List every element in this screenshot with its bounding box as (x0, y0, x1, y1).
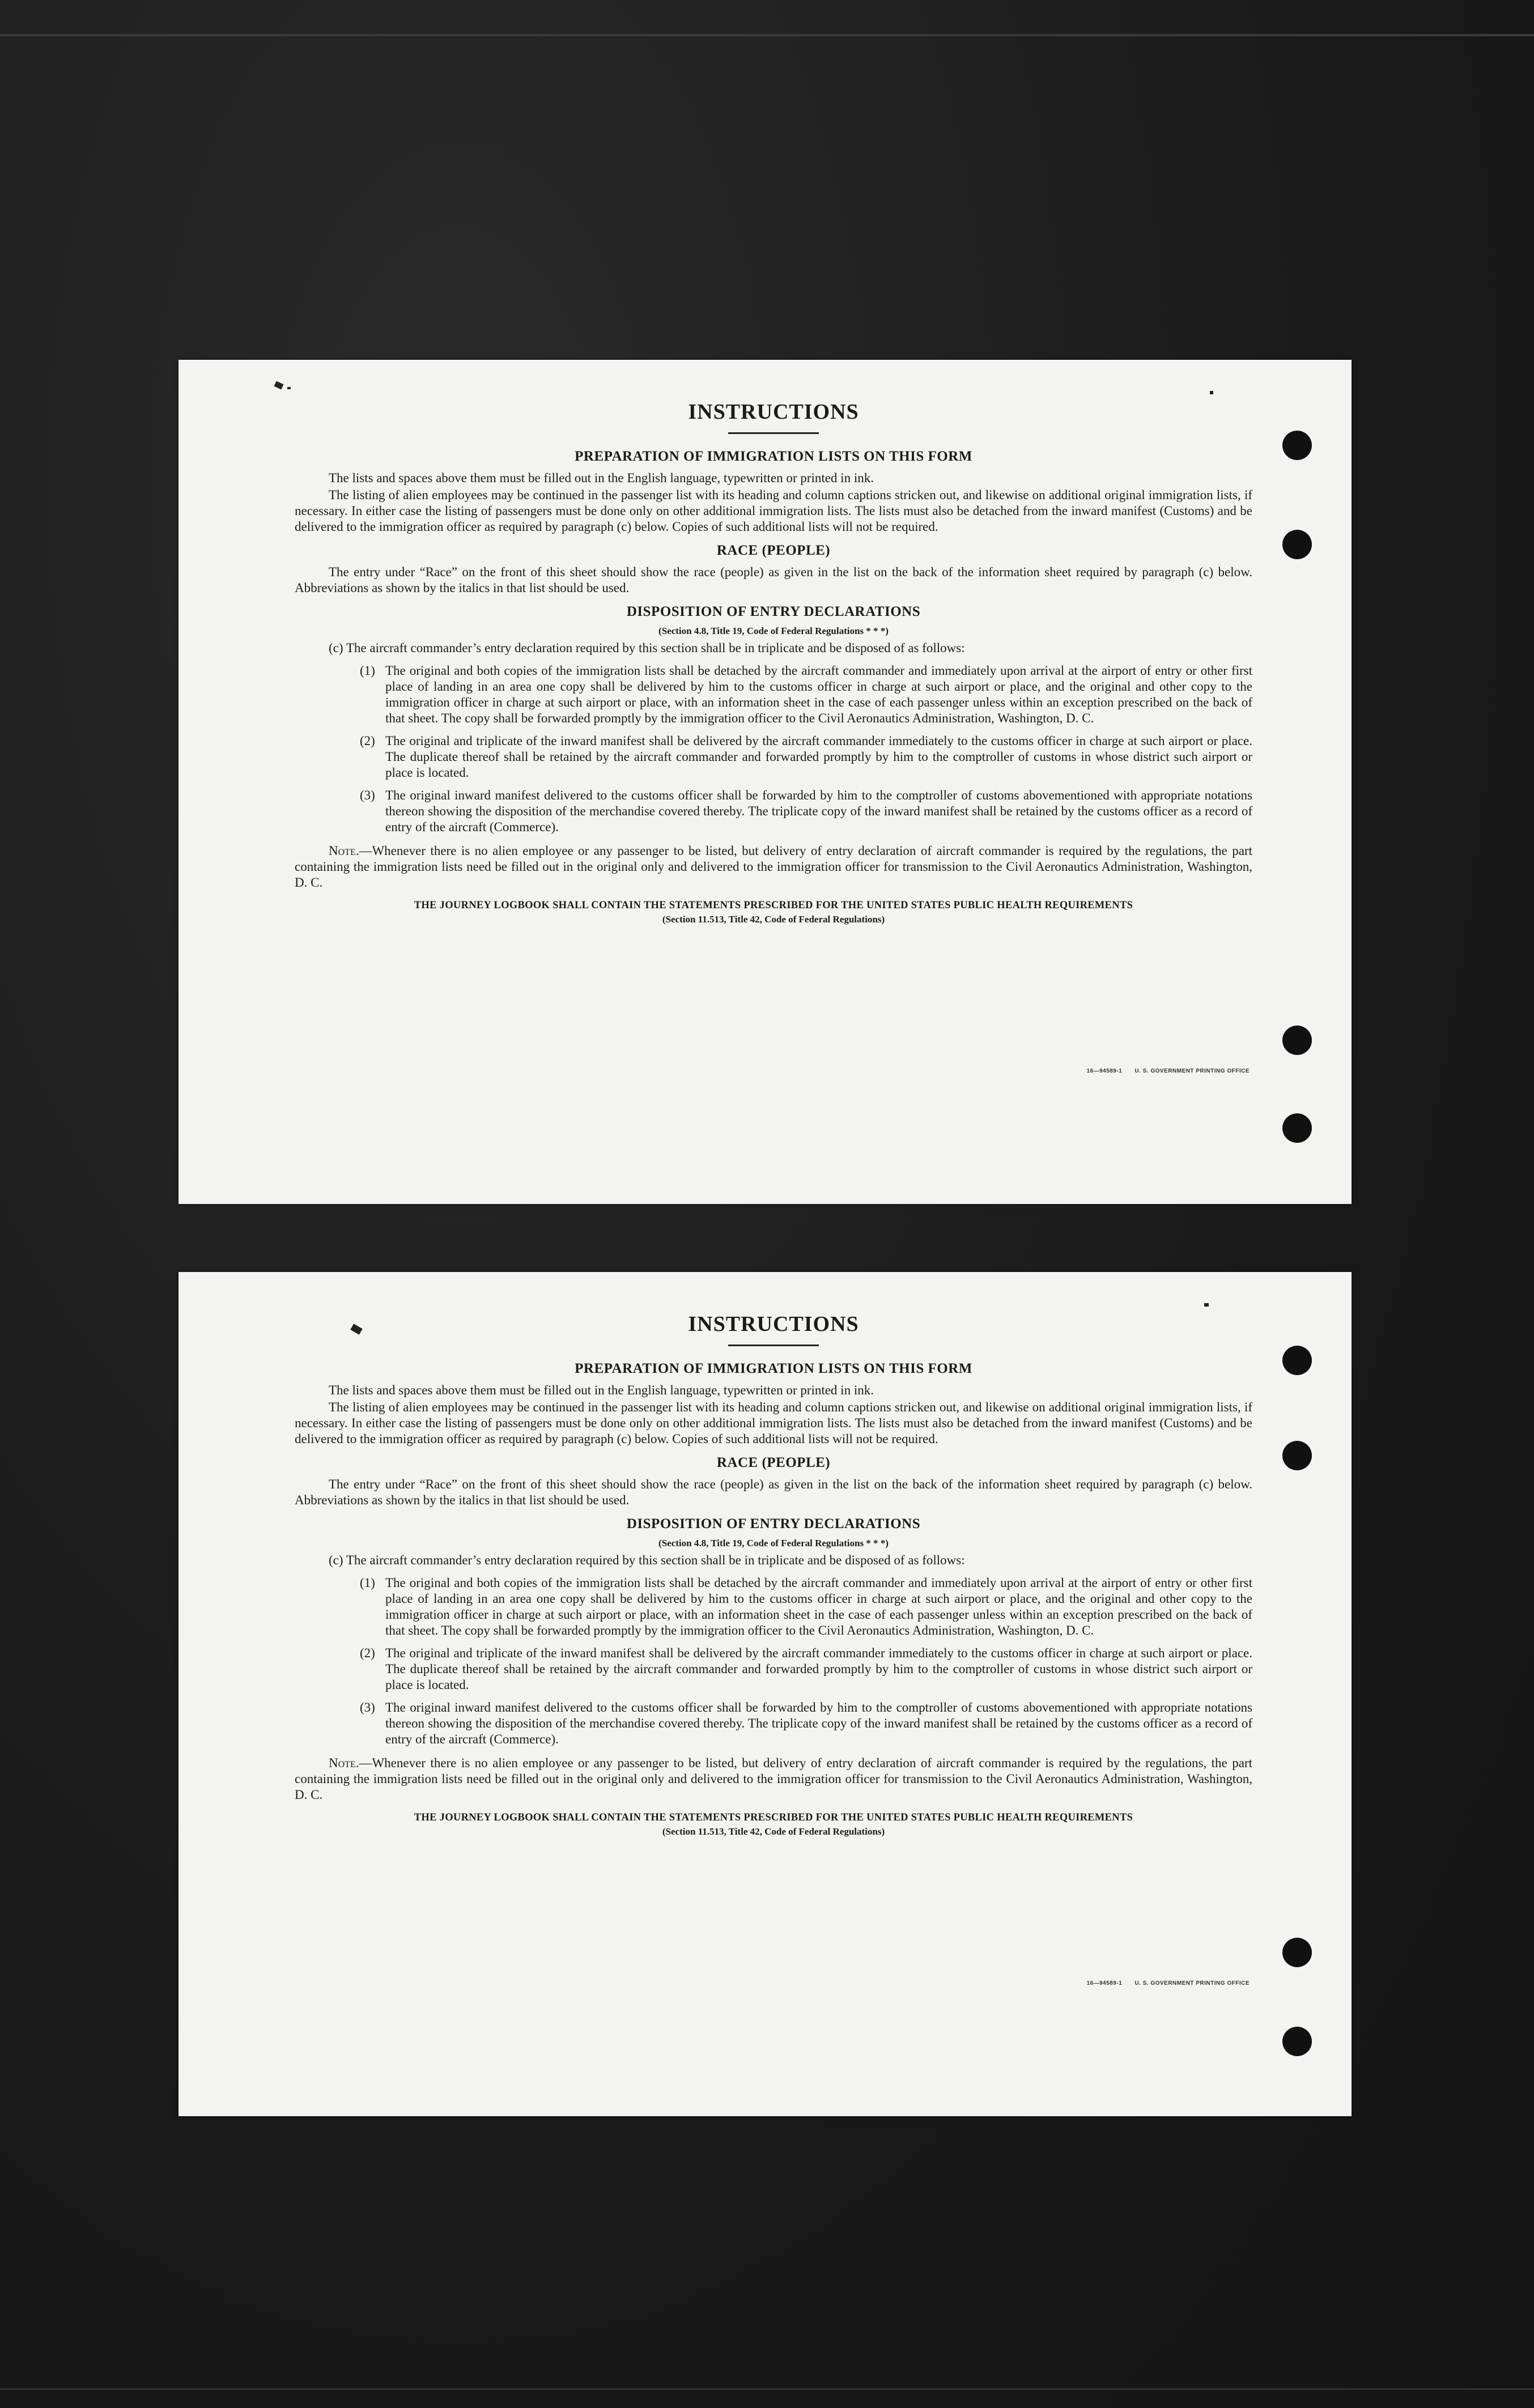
scan-edge-top (0, 34, 1534, 36)
disposition-item (360, 1645, 1252, 1693)
item-text: The original and both copies of the immigration lists shall be detached by the aircraft commander and immediately upon arrival at the airport of entry or other first place of landing in an area one copy shall be delivered by him to the customs officer in charge at such airport or place, and the original and other copy to the immigration officer in charge at such airport or place, with an information sheet in the case of each passenger unless within an exception prescribed on the back of that sheet. The copy shall be forwarded promptly by the immigration officer to the Civil Aeronautics Administration, Washington, D. C. (385, 663, 1252, 725)
item-number: (3) (360, 1700, 375, 1714)
preparation-paragraph-2: The listing of alien employees may be continued in the passenger list with its heading and column captions stricken out, and likewise on additional original immigration lists, if necessary. In either case the listing of passengers must be done only on other additional immigration lists. The lists must also be detached from the inward manifest (Customs) and be delivered to the immigration officer as required by paragraph (c) below. Copies of such additional lists will not be required. (295, 1400, 1252, 1446)
ink-speck (287, 387, 291, 389)
disposition-citation: (Section 4.8, Title 19, Code of Federal Regulations * * *) (658, 1538, 889, 1548)
item-number: (1) (360, 1576, 375, 1590)
item-text: The original and triplicate of the inward manifest shall be delivered by the aircraft commander immediately to the customs officer in charge at such airport or place. The duplicate thereof shall be retained by the aircraft commander and forwarded promptly by him to the comptroller of customs in whose district such airport or place is located. (385, 1646, 1252, 1692)
instructions-title: INSTRUCTIONS (688, 400, 859, 424)
note-label: Note. (329, 844, 359, 858)
disposition-heading: DISPOSITION OF ENTRY DECLARATIONS (626, 1516, 921, 1531)
punch-hole (1282, 431, 1312, 460)
item-number: (2) (360, 1646, 375, 1660)
disposition-item (360, 1575, 1252, 1639)
instructions-title: INSTRUCTIONS (688, 1312, 859, 1336)
note-paragraph (295, 843, 1252, 891)
printer-name: U. S. GOVERNMENT PRINTING OFFICE (1134, 1068, 1250, 1074)
disposition-intro: (c) The aircraft commander’s entry declaration required by this section shall be in triplicate and be disposed of as follows: (329, 1553, 965, 1567)
disposition-citation: (Section 4.8, Title 19, Code of Federal Regulations * * *) (658, 626, 889, 636)
instructions-sheet-lower (179, 1272, 1352, 2116)
scan-edge-bottom (0, 2388, 1534, 2390)
preparation-heading: PREPARATION OF IMMIGRATION LISTS ON THIS FORM (575, 449, 972, 464)
punch-hole (1282, 2027, 1312, 2056)
printer-imprint (1086, 1980, 1250, 1986)
instructions-sheet-upper (179, 360, 1352, 1204)
race-paragraph: The entry under “Race” on the front of this sheet should show the race (people) as given in the list on the back of the information sheet required by paragraph (c) below. Abbreviations as shown by the italics in that list should be used. (295, 1477, 1252, 1507)
item-text: The original and triplicate of the inward manifest shall be delivered by the aircraft commander immediately to the customs officer in charge at such airport or place. The duplicate thereof shall be retained by the aircraft commander and forwarded promptly by him to the comptroller of customs in whose district such airport or place is located. (385, 734, 1252, 780)
punch-hole (1282, 1346, 1312, 1375)
disposition-item (360, 1700, 1252, 1747)
race-paragraph: The entry under “Race” on the front of this sheet should show the race (people) as given in the list on the back of the information sheet required by paragraph (c) below. Abbreviations as shown by the italics in that list should be used. (295, 565, 1252, 595)
punch-hole (1282, 1441, 1312, 1470)
item-number: (3) (360, 788, 375, 802)
note-label: Note. (329, 1756, 359, 1770)
item-number: (1) (360, 663, 375, 678)
item-text: The original inward manifest delivered to the customs officer shall be forwarded by him to the comptroller of customs abovementioned with appropriate notations thereon showing the disposition of the merchandise covered thereby. The triplicate copy of the inward manifest shall be retained by the customs officer as a record of entry of the aircraft (Commerce). (385, 788, 1252, 834)
preparation-paragraph-1: The lists and spaces above them must be filled out in the English language, typewritten or printed in ink. (329, 471, 874, 485)
logbook-citation: (Section 11.513, Title 42, Code of Federal Regulations) (662, 914, 885, 925)
logbook-requirement: THE JOURNEY LOGBOOK SHALL CONTAIN THE STATEMENTS PRESCRIBED FOR THE UNITED STATES PUBLIC HEALTH REQUIREMENTS (414, 900, 1133, 911)
preparation-heading: PREPARATION OF IMMIGRATION LISTS ON THIS FORM (575, 1361, 972, 1376)
disposition-item (360, 663, 1252, 726)
race-heading: RACE (PEOPLE) (716, 543, 831, 558)
punch-hole (1282, 1113, 1312, 1143)
sheet-text (295, 399, 1252, 925)
printer-imprint (1086, 1068, 1250, 1074)
ink-speck (1210, 391, 1213, 394)
item-text: The original inward manifest delivered to the customs officer shall be forwarded by him to the comptroller of customs abovementioned with appropriate notations thereon showing the disposition of the merchandise covered thereby. The triplicate copy of the inward manifest shall be retained by the customs officer as a record of entry of the aircraft (Commerce). (385, 1700, 1252, 1746)
disposition-item (360, 788, 1252, 835)
sheet-text (295, 1312, 1252, 1837)
ink-speck (1204, 1303, 1209, 1307)
form-code: 16—94589-1 (1086, 1068, 1123, 1074)
logbook-requirement: THE JOURNEY LOGBOOK SHALL CONTAIN THE STATEMENTS PRESCRIBED FOR THE UNITED STATES PUBLIC HEALTH REQUIREMENTS (414, 1812, 1133, 1823)
disposition-item (360, 733, 1252, 781)
printer-name: U. S. GOVERNMENT PRINTING OFFICE (1134, 1980, 1250, 1986)
race-heading: RACE (PEOPLE) (716, 1455, 831, 1470)
title-rule (728, 1345, 819, 1346)
preparation-paragraph-2: The listing of alien employees may be continued in the passenger list with its heading and column captions stricken out, and likewise on additional original immigration lists, if necessary. In either case the listing of passengers must be done only on other additional immigration lists. The lists must also be detached from the inward manifest (Customs) and be delivered to the immigration officer as required by paragraph (c) below. Copies of such additional lists will not be required. (295, 488, 1252, 534)
note-paragraph (295, 1755, 1252, 1803)
ink-speck (274, 381, 284, 390)
logbook-citation: (Section 11.513, Title 42, Code of Federal Regulations) (662, 1826, 885, 1837)
item-text: The original and both copies of the immigration lists shall be detached by the aircraft commander and immediately upon arrival at the airport of entry or other first place of landing in an area one copy shall be delivered by him to the customs officer in charge at such airport or place, and the original and other copy to the immigration officer in charge at such airport or place, with an information sheet in the case of each passenger unless within an exception prescribed on the back of that sheet. The copy shall be forwarded promptly by the immigration officer to the Civil Aeronautics Administration, Washington, D. C. (385, 1576, 1252, 1637)
note-text: —Whenever there is no alien employee or any passenger to be listed, but delivery of entry declaration of aircraft commander is required by the regulations, the part containing the immigration lists need be filled out in the original only and delivered to the immigration officer for transmission to the Civil Aeronautics Administration, Washington, D. C. (295, 1756, 1252, 1802)
punch-hole (1282, 530, 1312, 559)
punch-hole (1282, 1026, 1312, 1055)
form-code: 16—94589-1 (1086, 1980, 1123, 1986)
disposition-heading: DISPOSITION OF ENTRY DECLARATIONS (626, 604, 921, 619)
title-rule (728, 432, 819, 434)
note-text: —Whenever there is no alien employee or any passenger to be listed, but delivery of entry declaration of aircraft commander is required by the regulations, the part containing the immigration lists need be filled out in the original only and delivered to the immigration officer for transmission to the Civil Aeronautics Administration, Washington, D. C. (295, 844, 1252, 890)
preparation-paragraph-1: The lists and spaces above them must be filled out in the English language, typewritten or printed in ink. (329, 1383, 874, 1397)
disposition-intro: (c) The aircraft commander’s entry declaration required by this section shall be in triplicate and be disposed of as follows: (329, 641, 965, 655)
item-number: (2) (360, 734, 375, 748)
punch-hole (1282, 1938, 1312, 1967)
